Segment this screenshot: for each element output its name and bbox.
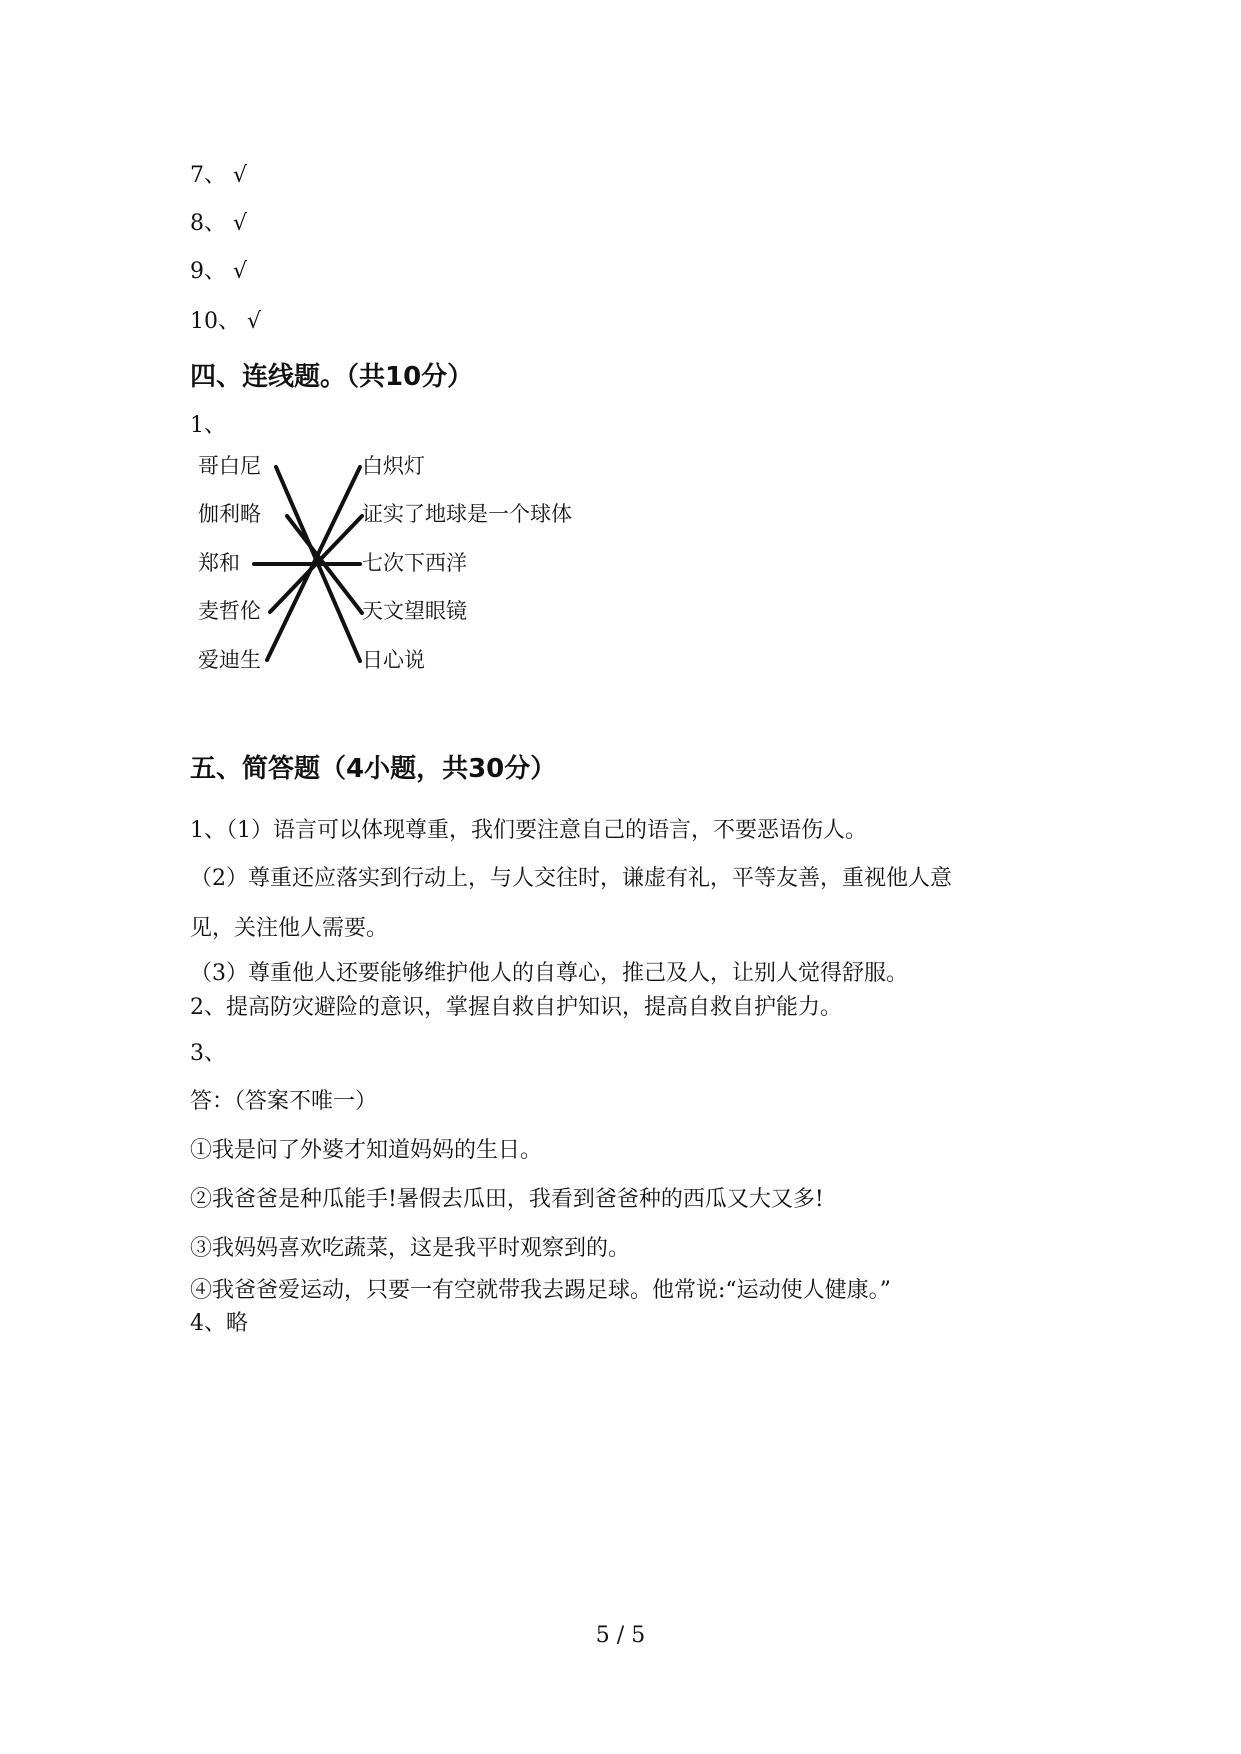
answer-1-line-3: 见，关注他人需要。 [190, 916, 389, 941]
check-mark: √ [233, 211, 248, 236]
connector-lines [254, 467, 362, 661]
answer-3-intro: 答：（答案不唯一） [190, 1089, 378, 1114]
tf-answer-7 [190, 162, 247, 190]
left-item: 爱迪生 [198, 648, 261, 672]
answer-3-item: ②我爸爸是种瓜能手!暑假去瓜田，我看到爸爸种的西瓜又大又多! [190, 1187, 824, 1212]
section4-heading: 四、连线题。（共10分） [190, 362, 474, 392]
answer-1-line-2: （2）尊重还应落实到行动上，与人交往时，谦虚有礼，平等友善，重视他人意 [190, 866, 952, 891]
right-item: 白炽灯 [362, 454, 425, 478]
tf-answer-9 [190, 258, 247, 286]
left-item: 伽利略 [198, 502, 261, 526]
answer-number: 9、 [190, 259, 226, 284]
left-item: 麦哲伦 [198, 599, 261, 623]
tf-answer-10 [190, 308, 261, 336]
right-item: 天文望眼镜 [362, 599, 467, 623]
answer-number: 7、 [190, 163, 226, 188]
page-number: 5 / 5 [595, 1623, 646, 1648]
answer-number: 8、 [190, 211, 226, 236]
check-mark: √ [233, 163, 248, 188]
section5-heading: 五、简答题（4小题，共30分） [190, 754, 557, 784]
right-item: 日心说 [362, 648, 425, 672]
matching-lines-svg [190, 445, 610, 685]
right-item: 证实了地球是一个球体 [362, 502, 572, 526]
right-item: 七次下西洋 [362, 551, 467, 575]
check-mark: √ [247, 309, 262, 334]
answer-3-label: 3、 [190, 1041, 226, 1066]
answer-number: 10、 [190, 309, 240, 334]
right-column [362, 454, 572, 672]
tf-answer-8 [190, 210, 247, 238]
answer-4: 4、略 [190, 1311, 248, 1336]
answer-3-item: ④我爸爸爱运动，只要一有空就带我去踢足球。他常说:“运动使人健康。” [190, 1278, 891, 1303]
matching-question-label: 1、 [190, 413, 226, 438]
answer-1-line-4: （3）尊重他人还要能够维护他人的自尊心，推己及人，让别人觉得舒服。 [190, 961, 908, 986]
left-item: 郑和 [198, 551, 240, 575]
left-item: 哥白尼 [198, 454, 261, 478]
left-column [198, 454, 261, 672]
answer-1-line-1: 1、（1）语言可以体现尊重，我们要注意自己的语言，不要恶语伤人。 [190, 818, 867, 843]
answer-2: 2、提高防灾避险的意识，掌握自救自护知识，提高自救自护能力。 [190, 995, 842, 1020]
matching-diagram [190, 445, 610, 685]
answer-3-item: ①我是问了外婆才知道妈妈的生日。 [190, 1138, 543, 1163]
check-mark: √ [233, 259, 248, 284]
answer-3-item: ③我妈妈喜欢吃蔬菜，这是我平时观察到的。 [190, 1236, 631, 1261]
